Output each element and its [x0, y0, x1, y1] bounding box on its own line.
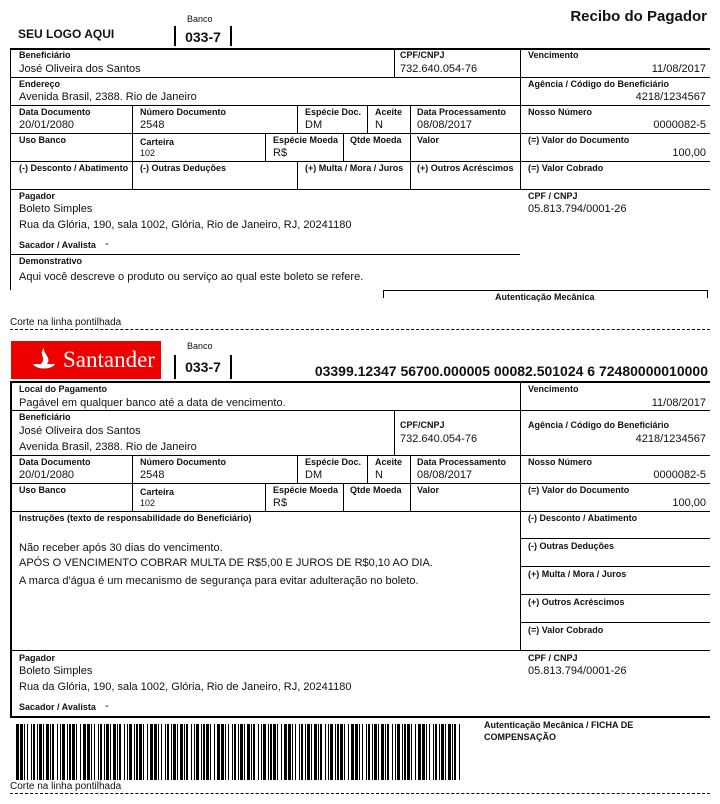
- slip-beneficiary-name: José Oliveira dos Santos: [19, 425, 141, 437]
- slip-processing-date-value: 08/08/2017: [417, 469, 473, 481]
- acceptance-label: Aceite: [375, 107, 403, 117]
- guarantor-value: -: [105, 238, 109, 250]
- agency-value: 4218/1234567: [635, 91, 706, 103]
- slip-agency-label: Agência / Código do Beneficiário: [528, 420, 670, 430]
- slip-cpf-cnpj-label: CPF/CNPJ: [400, 420, 445, 430]
- slip-due-date-value: 11/08/2017: [651, 397, 706, 409]
- other-deductions-label: (-) Outras Deduções: [140, 163, 227, 173]
- slip-currency-label: Espécie Moeda: [273, 485, 339, 495]
- instruction-1: Não receber após 30 dias do vencimento.: [19, 542, 223, 554]
- slip-doc-number-label: Número Documento: [140, 457, 227, 467]
- beneficiary-label: Beneficiário: [19, 50, 71, 60]
- cut-line-label: Corte na linha pontilhada: [10, 317, 122, 328]
- payer-label: Pagador: [19, 191, 56, 201]
- processing-date-label: Data Processamento: [417, 107, 507, 117]
- slip-due-date-label: Vencimento: [528, 384, 579, 394]
- fine-label: (+) Multa / Mora / Juros: [305, 163, 404, 173]
- slip-doc-number-value: 2548: [140, 469, 165, 481]
- slip-doc-type-label: Espécie Doc.: [305, 457, 362, 467]
- doc-type-value: DM: [305, 119, 323, 131]
- document-value-label: (=) Valor do Documento: [528, 135, 630, 145]
- digitable-line[interactable]: 03399.12347 56700.000005 00082.501024 6 72480000010000: [314, 363, 708, 379]
- due-date-label: Vencimento: [528, 50, 579, 60]
- slip-doc-date-value: 20/01/2080: [19, 469, 75, 481]
- bank-name: Santander: [63, 347, 155, 372]
- doc-type-label: Espécie Doc.: [305, 107, 362, 117]
- agency-label: Agência / Código do Beneficiário: [528, 79, 670, 89]
- slip-wallet-value: 102: [140, 498, 156, 508]
- slip-other-deductions-label: (-) Outras Deduções: [528, 541, 615, 551]
- currency-label: Espécie Moeda: [273, 135, 339, 145]
- barcode: [16, 724, 460, 780]
- slip-payer-name: Boleto Simples: [19, 665, 93, 677]
- charged-value-label: (=) Valor Cobrado: [528, 163, 604, 173]
- currency-value: R$: [273, 147, 288, 159]
- instructions-label: Instruções (texto de responsabilidade do Beneficiário): [19, 513, 252, 523]
- slip-beneficiary-label: Beneficiário: [19, 412, 71, 422]
- cut-line: [10, 329, 710, 330]
- slip-cpf-cnpj-value: 732.640.054-76: [400, 433, 478, 445]
- acceptance-value: N: [375, 119, 383, 131]
- slip-charged-value-label: (=) Valor Cobrado: [528, 625, 604, 635]
- other-additions-label: (+) Outros Acréscimos: [417, 163, 514, 173]
- wallet-value: 102: [140, 148, 156, 158]
- slip-payer-cnpj-value: 05.813.794/0001-26: [528, 665, 627, 677]
- payment-place-label: Local do Pagamento: [19, 384, 108, 394]
- doc-number-label: Número Documento: [140, 107, 227, 117]
- slip-bank-code: 033-7: [174, 355, 232, 379]
- slip-wallet-label: Carteira: [140, 487, 175, 497]
- slip-payer-label: Pagador: [19, 653, 56, 663]
- slip-guarantor-label: Sacador / Avalista: [19, 702, 96, 712]
- slip-value-label: Valor: [417, 485, 440, 495]
- processing-date-value: 08/08/2017: [417, 119, 473, 131]
- instruction-2: APÓS O VENCIMENTO COBRAR MULTA DE R$5,00 E JUROS DE R$0,10 AO DIA.: [19, 557, 433, 569]
- receipt-title: Recibo do Pagador: [570, 8, 707, 25]
- slip-acceptance-value: N: [375, 469, 383, 481]
- beneficiary-name: José Oliveira dos Santos: [19, 63, 141, 75]
- statement-text: Aqui você descreve o produto ou serviço ao qual este boleto se refere.: [19, 271, 364, 283]
- mechanical-auth-label: Autenticação Mecânica: [495, 292, 595, 302]
- flame-icon: [30, 346, 58, 374]
- slip-processing-date-label: Data Processamento: [417, 457, 507, 467]
- our-number-label: Nosso Número: [528, 107, 593, 117]
- company-logo: SEU LOGO AQUI: [18, 27, 115, 41]
- cpf-cnpj-value: 732.640.054-76: [400, 63, 478, 75]
- slip-bank-label: Banco: [187, 341, 213, 351]
- doc-date-label: Data Documento: [19, 107, 91, 117]
- slip-currency-value: R$: [273, 497, 288, 509]
- slip-other-additions-label: (+) Outros Acréscimos: [528, 597, 625, 607]
- cut-line-label-bottom: Corte na linha pontilhada: [10, 781, 122, 792]
- slip-mechanical-auth-label: Autenticação Mecânica / FICHA DE COMPENSAÇÃO: [484, 720, 634, 742]
- slip-fine-label: (+) Multa / Mora / Juros: [528, 569, 627, 579]
- doc-date-value: 20/01/2080: [19, 119, 75, 131]
- slip-beneficiary-address: Avenida Brasil, 2388. Rio de Janeiro: [19, 441, 197, 453]
- payer-cnpj-value: 05.813.794/0001-26: [528, 203, 627, 215]
- due-date-value: 11/08/2017: [651, 63, 706, 75]
- slip-doc-type-value: DM: [305, 469, 323, 481]
- address-label: Endereço: [19, 79, 61, 89]
- slip-our-number-label: Nosso Número: [528, 457, 593, 467]
- slip-document-value-label: (=) Valor do Documento: [528, 485, 630, 495]
- payer-cnpj-label: CPF / CNPJ: [528, 191, 578, 201]
- address-value: Avenida Brasil, 2388. Rio de Janeiro: [19, 91, 197, 103]
- cut-line-bottom: [10, 793, 710, 794]
- value-label: Valor: [417, 135, 440, 145]
- slip-document-value: 100,00: [672, 497, 706, 509]
- document-value: 100,00: [672, 147, 706, 159]
- payment-place-value: Pagável em qualquer banco até a data de vencimento.: [19, 397, 286, 409]
- slip-doc-date-label: Data Documento: [19, 457, 91, 467]
- bank-code: 033-7: [174, 26, 232, 46]
- currency-qty-label: Qtde Moeda: [350, 135, 402, 145]
- guarantor-label: Sacador / Avalista: [19, 240, 96, 250]
- statement-label: Demonstrativo: [19, 256, 83, 266]
- slip-payer-address: Rua da Glória, 190, sala 1002, Glória, Rio de Janeiro, RJ, 20241180: [19, 681, 352, 693]
- our-number-value: 0000082-5: [653, 119, 706, 131]
- cpf-cnpj-label: CPF/CNPJ: [400, 50, 445, 60]
- bank-use-label: Uso Banco: [19, 135, 67, 145]
- slip-agency-value: 4218/1234567: [635, 433, 706, 445]
- payer-address: Rua da Glória, 190, sala 1002, Glória, Rio de Janeiro, RJ, 20241180: [19, 219, 352, 231]
- payer-name: Boleto Simples: [19, 203, 93, 215]
- slip-our-number-value: 0000082-5: [653, 469, 706, 481]
- slip-acceptance-label: Aceite: [375, 457, 403, 467]
- slip-bank-use-label: Uso Banco: [19, 485, 67, 495]
- santander-logo: [11, 341, 161, 379]
- instruction-3: A marca d'água é um mecanismo de segurança para evitar adulteração no boleto.: [19, 575, 419, 587]
- slip-discount-label: (-) Desconto / Abatimento: [528, 513, 638, 523]
- discount-label: (-) Desconto / Abatimento: [19, 163, 129, 173]
- slip-guarantor-value: -: [105, 700, 109, 712]
- wallet-label: Carteira: [140, 137, 175, 147]
- slip-payer-cnpj-label: CPF / CNPJ: [528, 653, 578, 663]
- slip-currency-qty-label: Qtde Moeda: [350, 485, 402, 495]
- doc-number-value: 2548: [140, 119, 165, 131]
- bank-label: Banco: [187, 14, 213, 24]
